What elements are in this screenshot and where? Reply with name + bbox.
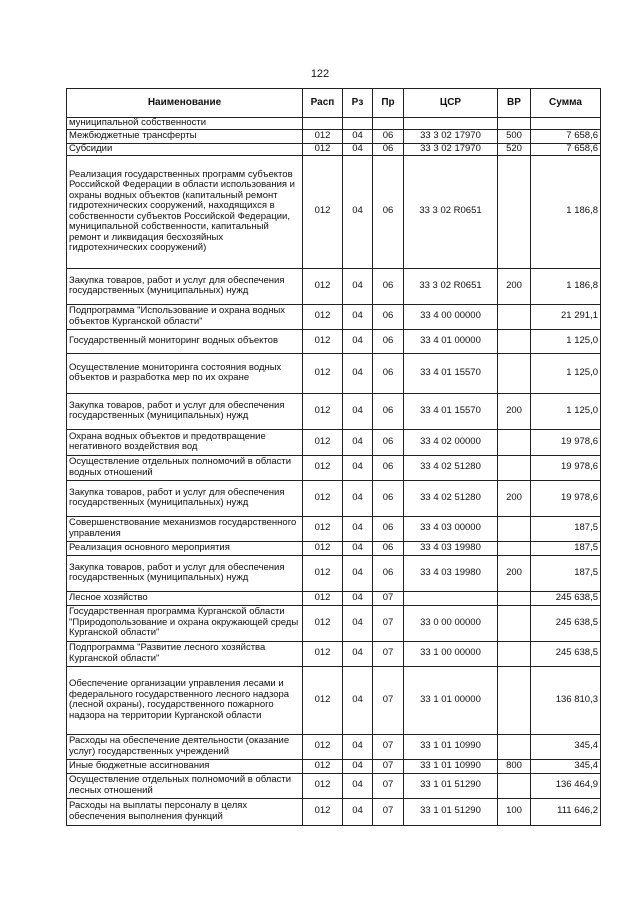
row-pr: 06 xyxy=(373,455,404,480)
row-rasp: 012 xyxy=(303,155,343,268)
row-vr: 500 xyxy=(498,129,531,143)
row-pr: 06 xyxy=(373,429,404,455)
row-rz: 04 xyxy=(343,429,373,455)
row-csr: 33 4 01 00000 xyxy=(404,329,498,353)
row-sum: 19 978,6 xyxy=(531,455,601,480)
column-header-rasp: Расп xyxy=(303,89,343,118)
row-pr xyxy=(373,118,404,130)
row-sum: 1 125,0 xyxy=(531,353,601,393)
row-name: Реализация государственных программ субъектов Российской Федерации в области использования и охраны водных объектов (капитальный ремонт гидротехнических сооружений, находящихся в собственности субъектов Российской Федерации, муниципальной собственности, капитальный ремонт и ликвидация бесхозяйных гидротехнических сооружений) xyxy=(67,155,303,268)
row-vr xyxy=(498,773,531,798)
row-name: Реализация основного мероприятия xyxy=(67,541,303,555)
row-csr: 33 1 01 00000 xyxy=(404,666,498,734)
row-rasp: 012 xyxy=(303,353,343,393)
column-header-pr: Пр xyxy=(373,89,404,118)
row-csr: 33 4 01 15570 xyxy=(404,393,498,429)
row-sum: 19 978,6 xyxy=(531,480,601,516)
row-csr: 33 3 02 R0651 xyxy=(404,268,498,304)
row-rasp: 012 xyxy=(303,143,343,155)
row-rasp: 012 xyxy=(303,605,343,641)
row-rasp: 012 xyxy=(303,429,343,455)
row-vr: 200 xyxy=(498,555,531,591)
table-row xyxy=(67,268,601,304)
row-rasp: 012 xyxy=(303,773,343,798)
table-row xyxy=(67,329,601,353)
row-sum xyxy=(531,118,601,130)
row-sum: 1 125,0 xyxy=(531,393,601,429)
column-header-vr: ВР xyxy=(498,89,531,118)
row-csr: 33 1 01 10990 xyxy=(404,759,498,773)
row-name: Закупка товаров, работ и услуг для обеспечения государственных (муниципальных) нужд xyxy=(67,393,303,429)
row-csr: 33 4 02 51280 xyxy=(404,455,498,480)
row-rasp: 012 xyxy=(303,541,343,555)
row-vr xyxy=(498,666,531,734)
table-row xyxy=(67,455,601,480)
table-row xyxy=(67,591,601,605)
row-pr: 06 xyxy=(373,329,404,353)
row-pr: 07 xyxy=(373,759,404,773)
row-csr: 33 0 00 00000 xyxy=(404,605,498,641)
column-header-sum: Сумма xyxy=(531,89,601,118)
row-csr: 33 1 01 10990 xyxy=(404,734,498,759)
row-sum: 187,5 xyxy=(531,541,601,555)
row-rz: 04 xyxy=(343,798,373,825)
row-name: Осуществление отдельных полномочий в области лесных отношений xyxy=(67,773,303,798)
row-sum: 345,4 xyxy=(531,734,601,759)
table-row xyxy=(67,155,601,268)
row-rasp xyxy=(303,118,343,130)
table-row xyxy=(67,480,601,516)
row-rasp: 012 xyxy=(303,268,343,304)
row-vr xyxy=(498,329,531,353)
row-sum: 1 186,8 xyxy=(531,268,601,304)
row-vr xyxy=(498,455,531,480)
row-vr: 800 xyxy=(498,759,531,773)
row-name: Государственная программа Курганской области "Природопользование и охрана окружающей среды Курганской области" xyxy=(67,605,303,641)
row-vr: 100 xyxy=(498,798,531,825)
row-csr xyxy=(404,118,498,130)
row-sum: 1 125,0 xyxy=(531,329,601,353)
table-row xyxy=(67,641,601,666)
row-name: Расходы на обеспечение деятельности (оказание услуг) государственных учреждений xyxy=(67,734,303,759)
row-pr: 07 xyxy=(373,605,404,641)
row-sum: 19 978,6 xyxy=(531,429,601,455)
row-name: Субсидии xyxy=(67,143,303,155)
row-rasp: 012 xyxy=(303,304,343,329)
row-vr xyxy=(498,541,531,555)
row-vr xyxy=(498,353,531,393)
row-rz: 04 xyxy=(343,605,373,641)
row-rz: 04 xyxy=(343,516,373,541)
row-rasp: 012 xyxy=(303,516,343,541)
row-vr xyxy=(498,641,531,666)
row-csr: 33 4 02 00000 xyxy=(404,429,498,455)
table-row xyxy=(67,393,601,429)
budget-table xyxy=(66,88,601,826)
table-row xyxy=(67,143,601,155)
row-sum: 187,5 xyxy=(531,516,601,541)
row-rz: 04 xyxy=(343,541,373,555)
row-pr: 07 xyxy=(373,666,404,734)
row-rz: 04 xyxy=(343,304,373,329)
row-pr: 07 xyxy=(373,798,404,825)
row-rz: 04 xyxy=(343,591,373,605)
row-csr: 33 4 01 15570 xyxy=(404,353,498,393)
row-csr: 33 3 02 17970 xyxy=(404,143,498,155)
column-header-name: Наименование xyxy=(67,89,303,118)
row-vr xyxy=(498,304,531,329)
row-rz: 04 xyxy=(343,329,373,353)
row-sum: 136 810,3 xyxy=(531,666,601,734)
row-rz: 04 xyxy=(343,268,373,304)
row-pr: 07 xyxy=(373,641,404,666)
row-pr: 07 xyxy=(373,734,404,759)
table-row xyxy=(67,118,601,130)
row-rasp: 012 xyxy=(303,455,343,480)
row-sum: 245 638,5 xyxy=(531,591,601,605)
row-pr: 06 xyxy=(373,129,404,143)
row-rasp: 012 xyxy=(303,393,343,429)
row-rz: 04 xyxy=(343,129,373,143)
row-csr xyxy=(404,591,498,605)
row-sum: 245 638,5 xyxy=(531,605,601,641)
table-row xyxy=(67,541,601,555)
row-rasp: 012 xyxy=(303,129,343,143)
row-csr: 33 3 02 17970 xyxy=(404,129,498,143)
row-name: Расходы на выплаты персоналу в целях обеспечения выполнения функций xyxy=(67,798,303,825)
row-rz: 04 xyxy=(343,641,373,666)
table-row xyxy=(67,666,601,734)
row-name: Межбюджетные трансферты xyxy=(67,129,303,143)
column-header-rz: Рз xyxy=(343,89,373,118)
row-pr: 06 xyxy=(373,304,404,329)
row-vr xyxy=(498,118,531,130)
row-csr: 33 1 00 00000 xyxy=(404,641,498,666)
row-name: Закупка товаров, работ и услуг для обеспечения государственных (муниципальных) нужд xyxy=(67,480,303,516)
table-row xyxy=(67,353,601,393)
row-pr: 06 xyxy=(373,393,404,429)
row-pr: 06 xyxy=(373,516,404,541)
row-sum: 7 658,6 xyxy=(531,129,601,143)
row-csr: 33 3 02 R0651 xyxy=(404,155,498,268)
row-name: Обеспечение организации управления лесами и федерального государственного лесного надзора (лесной охраны), государственного пожарного надзора на территории Курганской области xyxy=(67,666,303,734)
row-pr: 06 xyxy=(373,353,404,393)
row-pr: 06 xyxy=(373,555,404,591)
row-rasp: 012 xyxy=(303,734,343,759)
row-vr: 200 xyxy=(498,268,531,304)
row-name: Осуществление мониторинга состояния водных объектов и разработка мер по их охране xyxy=(67,353,303,393)
row-vr: 200 xyxy=(498,480,531,516)
row-pr: 06 xyxy=(373,541,404,555)
row-sum: 7 658,6 xyxy=(531,143,601,155)
row-rz xyxy=(343,118,373,130)
row-rasp: 012 xyxy=(303,555,343,591)
row-rasp: 012 xyxy=(303,591,343,605)
table-row xyxy=(67,734,601,759)
row-name: Подпрограмма "Использование и охрана водных объектов Курганской области" xyxy=(67,304,303,329)
table-row xyxy=(67,516,601,541)
row-rz: 04 xyxy=(343,555,373,591)
row-vr: 200 xyxy=(498,393,531,429)
row-rasp: 012 xyxy=(303,666,343,734)
row-rz: 04 xyxy=(343,155,373,268)
row-pr: 07 xyxy=(373,773,404,798)
row-name: Иные бюджетные ассигнования xyxy=(67,759,303,773)
row-pr: 06 xyxy=(373,268,404,304)
row-vr: 520 xyxy=(498,143,531,155)
table-row xyxy=(67,429,601,455)
row-name: Осуществление отдельных полномочий в области водных отношений xyxy=(67,455,303,480)
row-rz: 04 xyxy=(343,480,373,516)
row-csr: 33 4 00 00000 xyxy=(404,304,498,329)
row-csr: 33 4 03 00000 xyxy=(404,516,498,541)
row-csr: 33 4 02 51280 xyxy=(404,480,498,516)
page-number: 122 xyxy=(310,68,330,80)
column-header-csr: ЦСР xyxy=(404,89,498,118)
row-name: Совершенствование механизмов государственного управления xyxy=(67,516,303,541)
row-name: Закупка товаров, работ и услуг для обеспечения государственных (муниципальных) нужд xyxy=(67,555,303,591)
row-rasp: 012 xyxy=(303,759,343,773)
row-name: Подпрограмма "Развитие лесного хозяйства Курганской области" xyxy=(67,641,303,666)
row-rz: 04 xyxy=(343,773,373,798)
row-name: Закупка товаров, работ и услуг для обеспечения государственных (муниципальных) нужд xyxy=(67,268,303,304)
table-row xyxy=(67,304,601,329)
row-rasp: 012 xyxy=(303,641,343,666)
row-rz: 04 xyxy=(343,666,373,734)
row-vr xyxy=(498,734,531,759)
row-sum: 1 186,8 xyxy=(531,155,601,268)
row-sum: 21 291,1 xyxy=(531,304,601,329)
row-rasp: 012 xyxy=(303,329,343,353)
row-csr: 33 1 01 51290 xyxy=(404,773,498,798)
table-row xyxy=(67,555,601,591)
row-rz: 04 xyxy=(343,759,373,773)
table-row xyxy=(67,605,601,641)
row-pr: 07 xyxy=(373,591,404,605)
row-sum: 245 638,5 xyxy=(531,641,601,666)
row-sum: 111 646,2 xyxy=(531,798,601,825)
row-csr: 33 4 03 19980 xyxy=(404,555,498,591)
row-vr xyxy=(498,516,531,541)
row-vr xyxy=(498,591,531,605)
table-row xyxy=(67,773,601,798)
row-csr: 33 1 01 51290 xyxy=(404,798,498,825)
table-header-row xyxy=(67,89,601,118)
row-rasp: 012 xyxy=(303,480,343,516)
table-row xyxy=(67,798,601,825)
row-csr: 33 4 03 19980 xyxy=(404,541,498,555)
row-sum: 187,5 xyxy=(531,555,601,591)
row-rasp: 012 xyxy=(303,798,343,825)
row-rz: 04 xyxy=(343,455,373,480)
table-row xyxy=(67,759,601,773)
row-rz: 04 xyxy=(343,734,373,759)
table-row xyxy=(67,129,601,143)
row-name: Лесное хозяйство xyxy=(67,591,303,605)
row-vr xyxy=(498,429,531,455)
row-name: Государственный мониторинг водных объектов xyxy=(67,329,303,353)
row-vr xyxy=(498,155,531,268)
row-vr xyxy=(498,605,531,641)
row-pr: 06 xyxy=(373,143,404,155)
row-pr: 06 xyxy=(373,155,404,268)
row-pr: 06 xyxy=(373,480,404,516)
row-name: муниципальной собственности xyxy=(67,118,303,130)
row-rz: 04 xyxy=(343,143,373,155)
row-sum: 136 464,9 xyxy=(531,773,601,798)
row-sum: 345,4 xyxy=(531,759,601,773)
row-rz: 04 xyxy=(343,353,373,393)
row-name: Охрана водных объектов и предотвращение негативного воздействия вод xyxy=(67,429,303,455)
row-rz: 04 xyxy=(343,393,373,429)
